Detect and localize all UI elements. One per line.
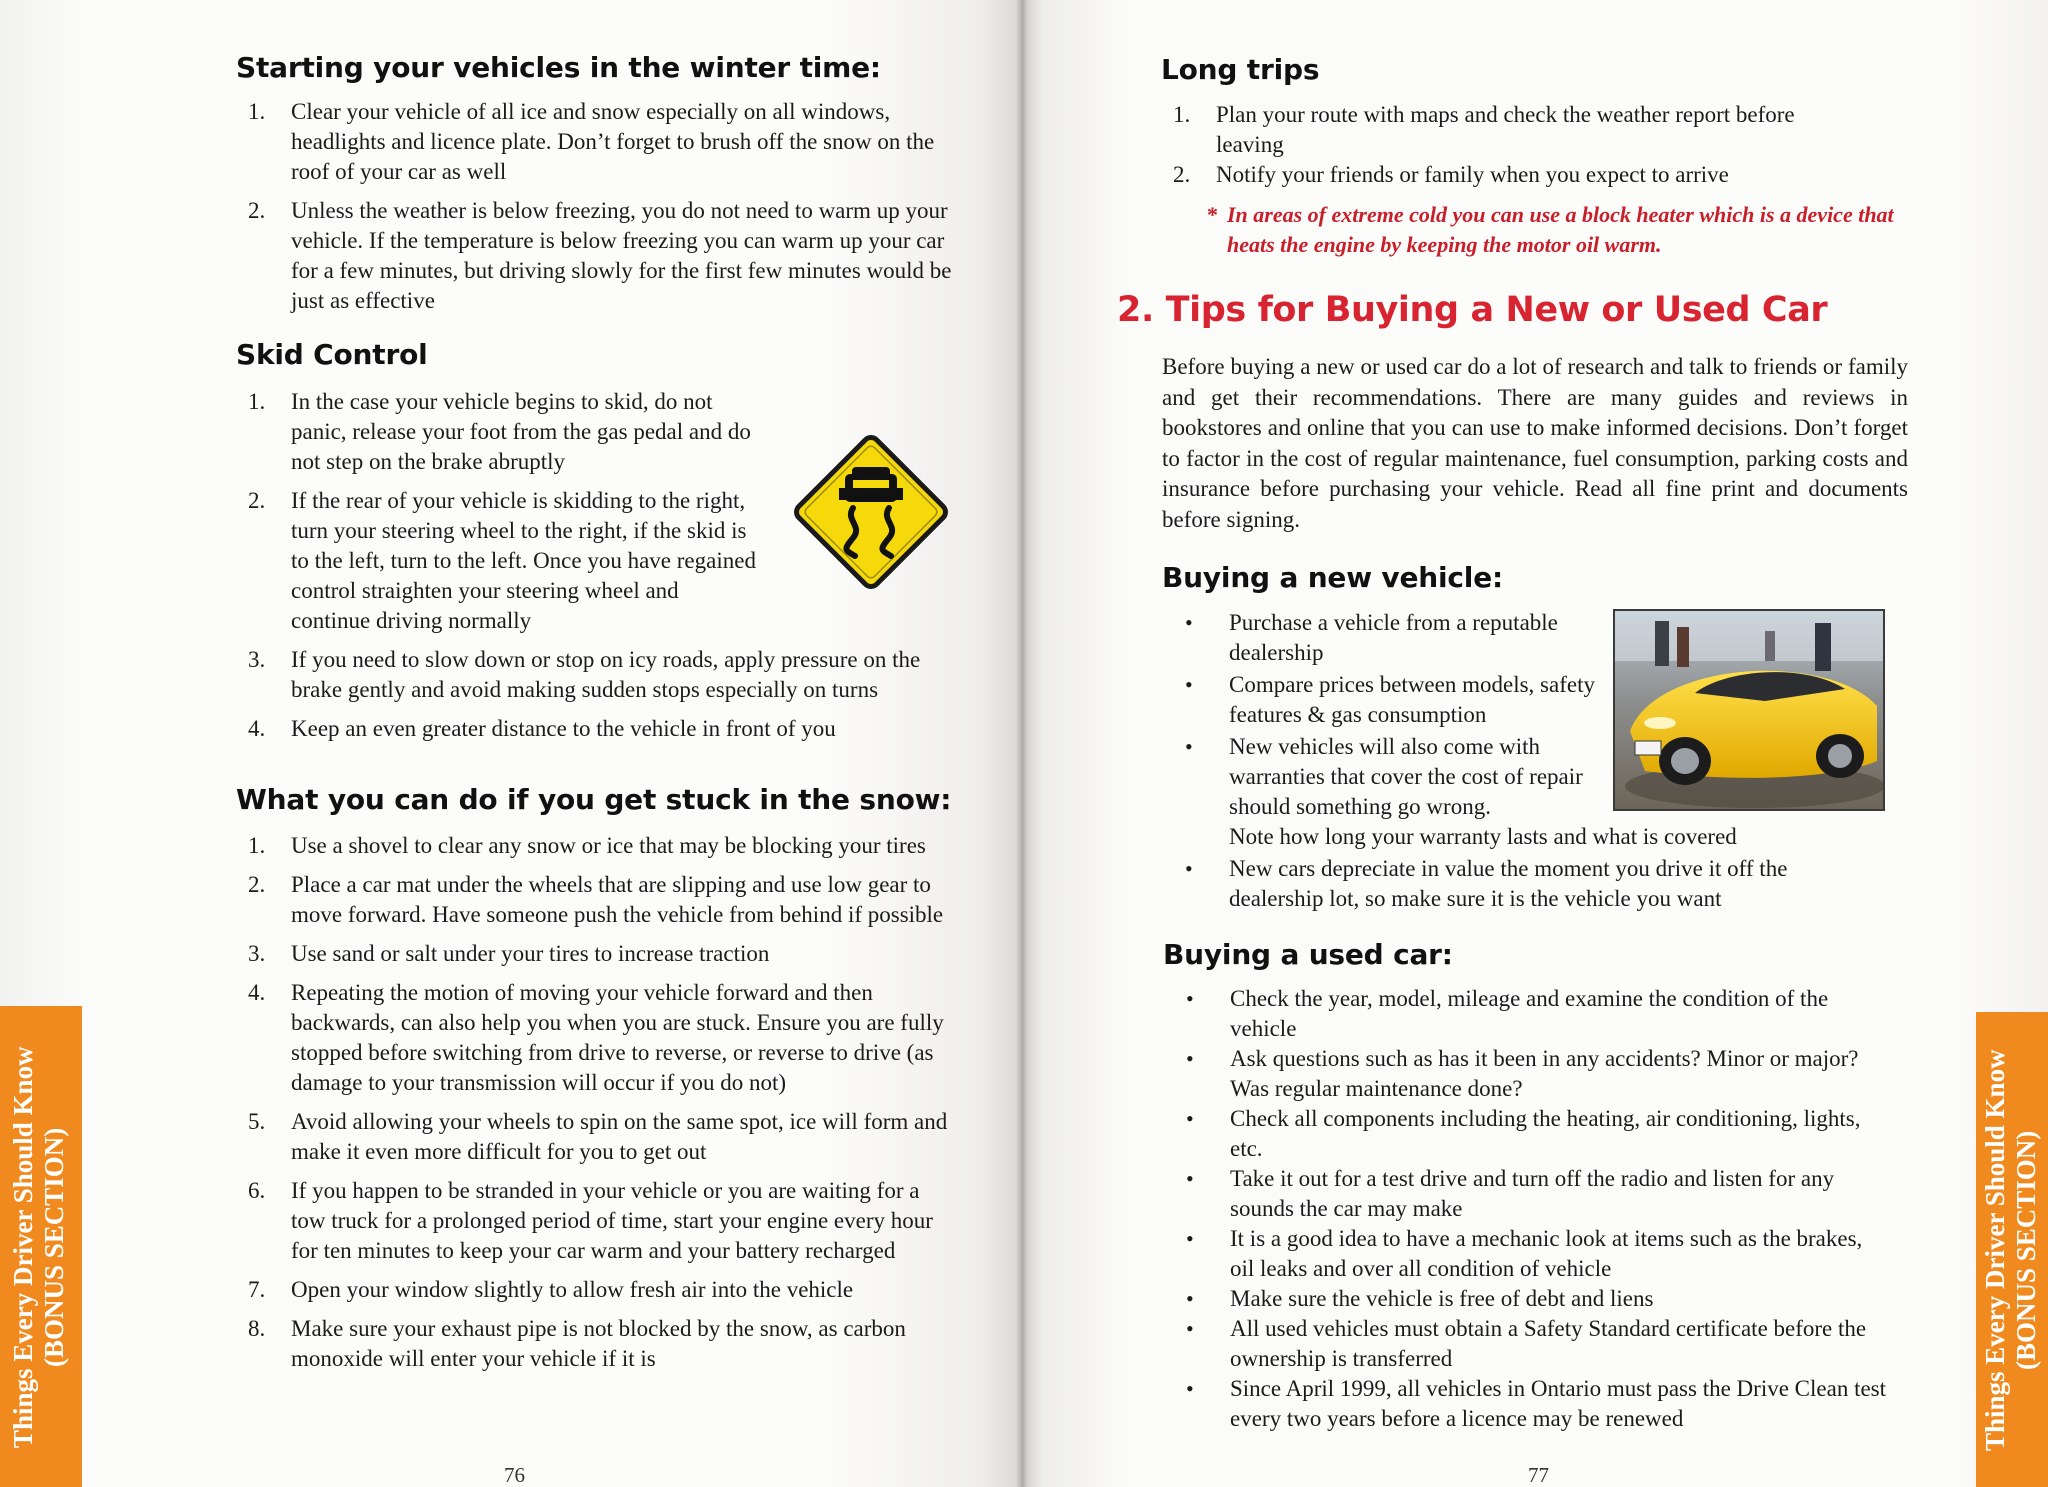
stuck-heading: What you can do if you get stuck in the snow: bbox=[236, 783, 952, 816]
list-item bbox=[1186, 1224, 1890, 1284]
item-number: 4. bbox=[248, 980, 266, 1005]
item-text: Check the year, model, mileage and examine the condition of the vehicle bbox=[1230, 986, 1829, 1041]
note-text: In areas of extreme cold you can use a block heater which is a device that heats the engine by keeping the motor oil warm. bbox=[1227, 202, 1894, 257]
item-text: Purchase a vehicle from a reputable dealership bbox=[1229, 610, 1558, 665]
used-car-heading: Buying a used car: bbox=[1163, 938, 1453, 971]
item-text: Keep an even greater distance to the vehicle in front of you bbox=[291, 716, 836, 741]
bullet: • bbox=[1185, 672, 1193, 697]
item-text: Notify your friends or family when you expect to arrive bbox=[1216, 162, 1729, 187]
warranty-note: Note how long your warranty lasts and what is covered bbox=[1229, 824, 1737, 849]
item-text: Place a car mat under the wheels that are slipping and use low gear to move forward. Have someone push the vehicle from behind if possible bbox=[291, 872, 944, 927]
list-item bbox=[1186, 1284, 1890, 1314]
list-item bbox=[1185, 732, 1599, 822]
winter-list bbox=[248, 97, 959, 325]
item-number: 2. bbox=[1173, 162, 1191, 187]
item-text: Ask questions such as has it been in any accidents? Minor or major? Was regular maintenance done? bbox=[1230, 1046, 1859, 1101]
item-text: Compare prices between models, safety features & gas consumption bbox=[1229, 672, 1595, 727]
item-text: If you need to slow down or stop on icy roads, apply pressure on the brake gently and avoid making sudden stops especially on turns bbox=[291, 647, 921, 702]
bullet: • bbox=[1185, 734, 1193, 759]
item-text: Plan your route with maps and check the weather report before leaving bbox=[1216, 102, 1795, 157]
item-text: Unless the weather is below freezing, you do not need to warm up your vehicle. If the temperature is below freezing you can warm up your car for a few minutes, but driving slowly for the first few minutes would be just as effective bbox=[291, 198, 952, 313]
item-text: In the case your vehicle begins to skid, do not panic, release your foot from the gas pedal and do not step on the brake abruptly bbox=[291, 389, 751, 474]
bullet: • bbox=[1186, 1376, 1194, 1401]
item-number: 2. bbox=[248, 198, 266, 223]
item-number: 1. bbox=[248, 99, 266, 124]
list-item bbox=[248, 939, 959, 969]
bullet: • bbox=[1186, 986, 1194, 1011]
right-page bbox=[1022, 0, 2048, 1487]
item-text: New vehicles will also come with warranties that cover the cost of repair should something go wrong. bbox=[1229, 734, 1583, 819]
item-text: New cars depreciate in value the moment you drive it off the dealership lot, so make sure it is the vehicle you want bbox=[1229, 856, 1788, 911]
item-number: 1. bbox=[1173, 102, 1191, 127]
item-number: 3. bbox=[248, 647, 266, 672]
list-item bbox=[1185, 608, 1599, 668]
item-text: All used vehicles must obtain a Safety Standard certificate before the ownership is transferred bbox=[1230, 1316, 1867, 1371]
list-item bbox=[248, 870, 959, 930]
item-number: 1. bbox=[248, 389, 266, 414]
bullet: • bbox=[1186, 1316, 1194, 1341]
list-item bbox=[248, 1107, 959, 1167]
stuck-list bbox=[248, 831, 959, 1383]
item-number: 5. bbox=[248, 1109, 266, 1134]
item-number: 2. bbox=[248, 872, 266, 897]
list-item bbox=[1186, 1374, 1890, 1434]
skid-heading: Skid Control bbox=[236, 338, 428, 371]
item-text: If the rear of your vehicle is skidding to the right, turn your steering wheel to the right, if the skid is to the left, turn to the left. Once you have regained control straighten your steering wheel and continue driving normally bbox=[291, 488, 756, 633]
item-text: Check all components including the heating, air conditioning, lights, etc. bbox=[1230, 1106, 1861, 1161]
list-item bbox=[248, 645, 959, 705]
section-tab-left bbox=[0, 1006, 82, 1487]
list-item bbox=[248, 387, 761, 477]
intro-paragraph: Before buying a new or used car do a lot of research and talk to friends or family and get their recommendations. There are many guides and reviews in bookstores and online that you can use to make informed decisions. Don’t forget to factor in the cost of regular maintenance, fuel consumption, parking costs and insurance before purchasing your vehicle. Read all fine print and documents before signing. bbox=[1162, 354, 1908, 532]
list-item bbox=[1186, 1314, 1890, 1374]
list-item bbox=[248, 1314, 959, 1374]
item-text: If you happen to be stranded in your vehicle or you are waiting for a tow truck for a prolonged period of time, start your engine every hour for ten minutes to keep your car warm and your battery recharged bbox=[291, 1178, 933, 1263]
long-trips-list bbox=[1173, 100, 1826, 199]
list-item bbox=[248, 196, 959, 316]
new-vehicle-heading: Buying a new vehicle: bbox=[1162, 561, 1503, 594]
list-item bbox=[1185, 854, 1879, 914]
section-tab-label: Things Every Driver Should Know (BONUS SECTION) bbox=[1980, 1048, 2041, 1451]
chapter-title: 2. Tips for Buying a New or Used Car bbox=[1117, 290, 1828, 330]
item-number: 3. bbox=[248, 941, 266, 966]
item-text: Since April 1999, all vehicles in Ontario must pass the Drive Clean test every two years before a licence may be renewed bbox=[1230, 1376, 1887, 1431]
section-tab-right bbox=[1976, 1012, 2048, 1487]
item-number: 7. bbox=[248, 1277, 266, 1302]
item-text: Make sure your exhaust pipe is not blocked by the snow, as carbon monoxide will enter your vehicle if it is bbox=[291, 1316, 906, 1371]
list-item bbox=[1186, 1104, 1890, 1164]
car-illustration-icon bbox=[1615, 611, 1883, 809]
bullet: • bbox=[1186, 1226, 1194, 1251]
item-text: Use sand or salt under your tires to increase traction bbox=[291, 941, 770, 966]
list-item bbox=[248, 1275, 959, 1305]
bullet: • bbox=[1185, 856, 1193, 881]
used-car-list bbox=[1186, 984, 1890, 1434]
page-number: 76 bbox=[504, 1463, 525, 1487]
item-number: 6. bbox=[248, 1178, 266, 1203]
item-text: Clear your vehicle of all ice and snow especially on all windows, headlights and licence plate. Don’t forget to brush off the snow on the roof of your car as well bbox=[291, 99, 935, 184]
item-text: It is a good idea to have a mechanic look at items such as the brakes, oil leaks and over all condition of vehicle bbox=[1230, 1226, 1863, 1281]
list-item bbox=[1173, 100, 1826, 160]
item-text: Use a shovel to clear any snow or ice that may be blocking your tires bbox=[291, 833, 926, 858]
bullet: • bbox=[1186, 1106, 1194, 1131]
book-gutter bbox=[1016, 0, 1028, 1487]
list-item bbox=[248, 831, 959, 861]
block-heater-note bbox=[1207, 200, 1897, 260]
item-number: 8. bbox=[248, 1316, 266, 1341]
list-item bbox=[248, 714, 959, 744]
list-item bbox=[248, 1176, 959, 1266]
list-item bbox=[1185, 670, 1599, 730]
list-item bbox=[1173, 160, 1826, 190]
winter-heading: Starting your vehicles in the winter time: bbox=[236, 51, 881, 84]
bullet: • bbox=[1186, 1046, 1194, 1071]
item-number: 2. bbox=[248, 488, 266, 513]
item-text: Open your window slightly to allow fresh air into the vehicle bbox=[291, 1277, 854, 1302]
list-item bbox=[248, 97, 959, 187]
item-text: Take it out for a test drive and turn off the radio and listen for any sounds the car may make bbox=[1230, 1166, 1835, 1221]
item-number: 1. bbox=[248, 833, 266, 858]
bullet: • bbox=[1186, 1286, 1194, 1311]
item-text: Avoid allowing your wheels to spin on the same spot, ice will form and make it even more difficult for you to get out bbox=[291, 1109, 948, 1164]
bullet: • bbox=[1185, 610, 1193, 635]
long-trips-heading: Long trips bbox=[1161, 53, 1320, 86]
list-item bbox=[1186, 984, 1890, 1044]
note-star: * bbox=[1207, 202, 1218, 227]
item-text: Repeating the motion of moving your vehicle forward and then backwards, can also help you when you are stuck. Ensure you are fully stopped before switching from drive to reverse, or reverse to drive (as damage to your transmission will occur if you do not) bbox=[291, 980, 944, 1095]
bullet: • bbox=[1186, 1166, 1194, 1191]
slippery-road-sign-icon bbox=[783, 424, 959, 600]
yellow-sports-car-photo bbox=[1613, 609, 1885, 811]
page-number: 77 bbox=[1528, 1463, 1549, 1487]
item-number: 4. bbox=[248, 716, 266, 741]
list-item bbox=[248, 486, 761, 636]
list-item bbox=[1186, 1164, 1890, 1224]
section-tab-label: Things Every Driver Should Know (BONUS SECTION) bbox=[8, 1045, 69, 1448]
left-page bbox=[0, 0, 1022, 1487]
item-text: Make sure the vehicle is free of debt and liens bbox=[1230, 1286, 1654, 1311]
list-item bbox=[248, 978, 959, 1098]
list-item bbox=[1186, 1044, 1890, 1104]
